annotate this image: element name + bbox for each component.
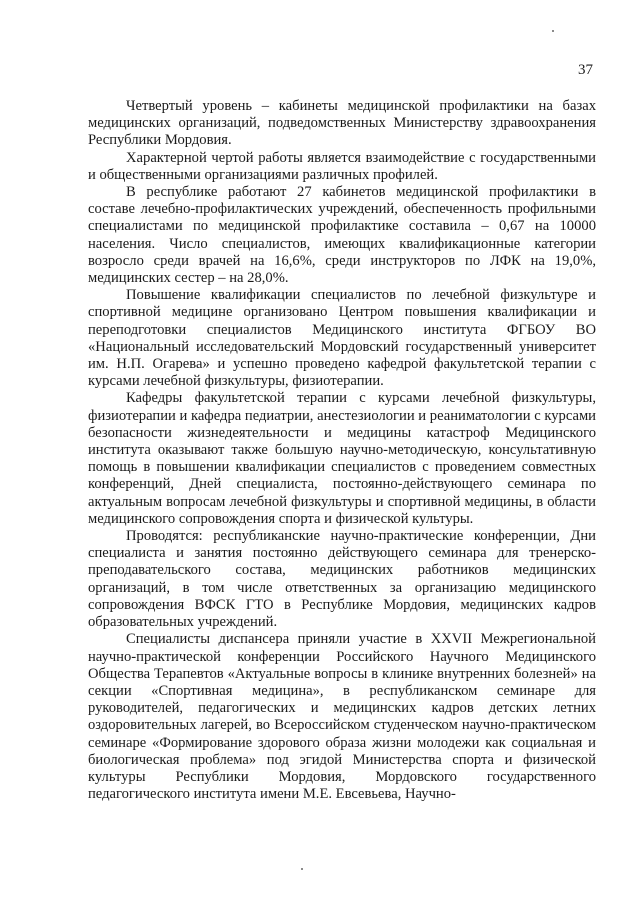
- scan-speck: [552, 30, 554, 32]
- page-number: 37: [578, 62, 593, 78]
- paragraph: Специалисты диспансера приняли участие в XXVII Межрегиональной научно-практической конференции Российского Научного Медицинского Общества Терапевтов «Актуальные вопросы в клинике внутренних болезней» на секции «Спортивная медицина», в республиканском семинаре для руководителей, педагогических и медицинских кадров детских летних оздоровительных лагерей, во Всероссийском студенческом научно-практическом семинаре «Формирование здорового образа жизни молодежи как социальная и биологическая проблема» под эгидой Министерства спорта и физической культуры Республики Мордовия, Мордовского государственного педагогического института имени М.Е. Евсевьева, Научно-: [88, 631, 596, 803]
- paragraph: Характерной чертой работы является взаимодействие с государственными и общественными организациями различных профилей.: [88, 149, 596, 183]
- document-body: [88, 98, 596, 803]
- paragraph: Четвертый уровень – кабинеты медицинской профилактики на базах медицинских организаций, подведомственных Министерству здравоохранения Республики Мордовия.: [88, 98, 596, 149]
- paragraph: Проводятся: республиканские научно-практические конференции, Дни специалиста и занятия постоянно действующего семинара для тренерско-преподавательского состава, медицинских работников медицинских организаций, в том числе ответственных за организацию медицинского сопровождения ВФСК ГТО в Республике Мордовия, медицинских кадров образовательных учреждений.: [88, 528, 596, 631]
- scan-speck: [301, 868, 303, 870]
- paragraph: В республике работают 27 кабинетов медицинской профилактики в составе лечебно-профилактических учреждений, обеспеченность профильными специалистами по медицинской профилактике составила – 0,67 на 10000 населения. Число специалистов, имеющих квалификационные категории возросло среди врачей на 16,6%, среди инструкторов по ЛФК на 19,0%, медицинских сестер – на 28,0%.: [88, 184, 596, 287]
- paragraph: Кафедры факультетской терапии с курсами лечебной физкультуры, физиотерапии и кафедра педиатрии, анестезиологии и реаниматологии с курсами безопасности жизнедеятельности и медицины катастроф Медицинского института оказывают также большую научно-методическую, консультативную помощь в повышении квалификации специалистов с проведением совместных конференций, Дней специалиста, постоянно-действующего семинара по актуальным вопросам лечебной физкультуры и спортивной медицины, в области медицинского сопровождения спорта и физической культуры.: [88, 390, 596, 527]
- paragraph: Повышение квалификации специалистов по лечебной физкультуре и спортивной медицине организовано Центром повышения квалификации и переподготовки специалистов Медицинского института ФГБОУ ВО «Национальный исследовательский Мордовский государственный университет им. Н.П. Огарева» и успешно проведено кафедрой факультетской терапии с курсами лечебной физкультуры, физиотерапии.: [88, 287, 596, 390]
